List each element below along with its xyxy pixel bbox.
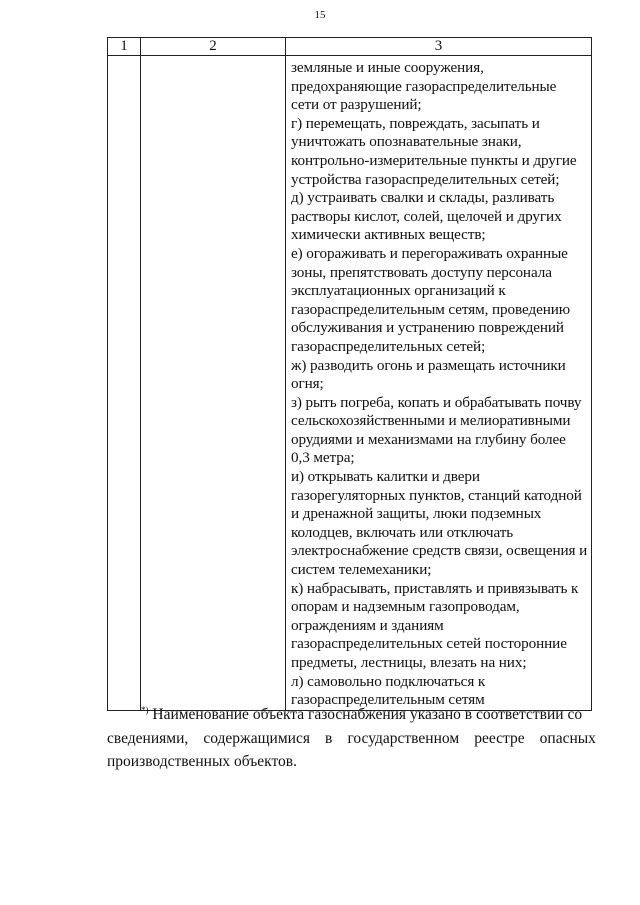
text-line: колодцев, включать или отключать bbox=[291, 523, 514, 541]
text-line: контрольно-измерительные пункты и другие bbox=[291, 151, 577, 169]
footnote-text-1: Наименование объекта газоснабжения указано в соответствии со bbox=[152, 706, 583, 723]
table-cell-number bbox=[108, 56, 141, 711]
text-line: орудиями и механизмами на глубину более bbox=[291, 430, 566, 448]
footnote-word: содержащимися bbox=[203, 729, 310, 747]
text-line: л) самовольно подключаться к bbox=[291, 672, 486, 690]
footnote-marker: *) bbox=[141, 705, 149, 715]
text-line: ж) разводить огонь и размещать источники bbox=[291, 356, 566, 374]
footnote-word: государственном bbox=[347, 729, 460, 747]
table-row bbox=[108, 56, 592, 711]
text-line: газораспределительным сетям bbox=[291, 691, 485, 709]
text-line: сельскохозяйственными и мелиоративными bbox=[291, 412, 571, 430]
text-line: устройства газораспределительных сетей; bbox=[291, 170, 560, 188]
text-line: земляные и иные сооружения, bbox=[291, 59, 484, 76]
text-line: предохраняющие газораспределительные bbox=[291, 77, 557, 95]
text-line: к) набрасывать, приставлять и привязывать к bbox=[291, 579, 579, 597]
footnote-line-2 bbox=[107, 727, 596, 751]
text-line: электроснабжение средств связи, освещения и bbox=[291, 542, 588, 560]
footnote bbox=[107, 703, 596, 774]
column-header-2: 2 bbox=[141, 38, 286, 56]
text-line: химически активных веществ; bbox=[291, 226, 486, 244]
text-line: г) перемещать, повреждать, засыпать и bbox=[291, 114, 540, 132]
table-cell-object bbox=[141, 56, 286, 711]
text-line: и) открывать калитки и двери bbox=[291, 468, 480, 486]
text-line: и дренажной защиты, люки подземных bbox=[291, 505, 542, 523]
text-line: д) устраивать свалки и склады, разливать bbox=[291, 189, 555, 207]
table-header-row bbox=[108, 38, 592, 56]
text-line: сети от разрушений; bbox=[291, 96, 422, 114]
text-line: е) огораживать и перегораживать охранные bbox=[291, 244, 568, 262]
text-line: опорам и надземным газопроводам, bbox=[291, 598, 520, 616]
text-line: газораспределительных сетей; bbox=[291, 337, 486, 355]
column-header-3: 3 bbox=[286, 38, 592, 56]
text-line: огня; bbox=[291, 375, 324, 393]
document-table bbox=[107, 37, 592, 711]
page-number: 15 bbox=[314, 9, 326, 21]
table-cell-restrictions bbox=[286, 56, 592, 711]
footnote-word: опасных bbox=[539, 729, 596, 747]
text-line: эксплуатационных организаций к bbox=[291, 282, 506, 300]
text-line: 0,3 метра; bbox=[291, 449, 355, 467]
footnote-word: в bbox=[325, 729, 333, 747]
footnote-line-3: производственных объектов. bbox=[107, 753, 297, 770]
text-line: газораспределительных сетей посторонние bbox=[291, 635, 567, 653]
column-header-1: 1 bbox=[108, 38, 141, 56]
text-line: зоны, препятствовать доступу персонала bbox=[291, 263, 552, 281]
text-line: растворы кислот, солей, щелочей и других bbox=[291, 207, 562, 225]
text-line: газораспределительным сетям, проведению bbox=[291, 300, 571, 318]
text-line: предметы, лестницы, влезать на них; bbox=[291, 654, 527, 671]
text-line: ограждениям и зданиям bbox=[291, 616, 444, 634]
footnote-word: реестре bbox=[474, 729, 525, 747]
text-line: систем телемеханики; bbox=[291, 561, 432, 579]
footnote-word: сведениями, bbox=[107, 729, 189, 747]
text-line: уничтожать опознавательные знаки, bbox=[291, 133, 522, 151]
footnote-line-1 bbox=[107, 703, 596, 727]
text-line: обслуживания и устранению повреждений bbox=[291, 319, 564, 337]
text-line: з) рыть погреба, копать и обрабатывать почву bbox=[291, 393, 582, 411]
text-line: газорегуляторных пунктов, станций катодной bbox=[291, 486, 582, 504]
